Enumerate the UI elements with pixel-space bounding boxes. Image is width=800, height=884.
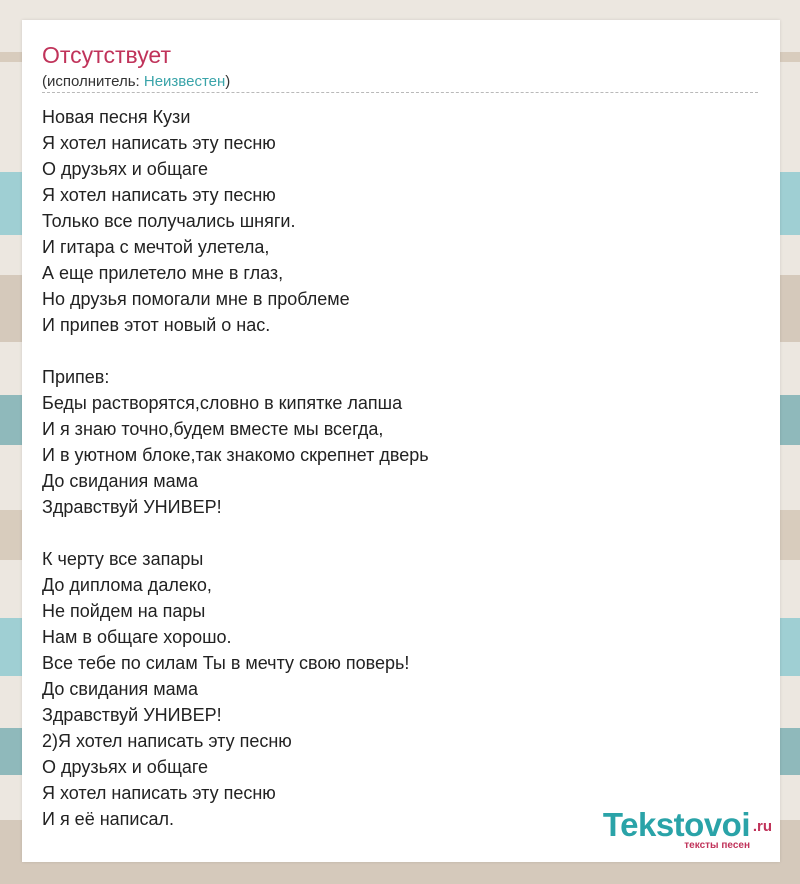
- lyric-line: До свидания мама: [42, 471, 199, 491]
- lyric-line: Беды растворятся,словно в кипятке лапша: [42, 393, 403, 413]
- lyric-line: А еще прилетело мне в глаз,: [42, 263, 284, 283]
- song-title: Отсутствует: [42, 42, 171, 68]
- brand-name: Tekstovoi: [602, 806, 750, 843]
- lyric-line: Новая песня Кузи: [42, 107, 191, 127]
- lyric-line: О друзьях и общаге: [42, 159, 209, 179]
- artist-line: [42, 73, 230, 90]
- lyrics-card: [22, 20, 780, 862]
- brand-tagline: тексты песен: [684, 840, 750, 851]
- lyric-line: И гитара с мечтой улетела,: [42, 237, 270, 257]
- lyric-line: Я хотел написать эту песню: [42, 783, 276, 803]
- lyric-line: Припев:: [42, 367, 110, 387]
- lyric-line: И я знаю точно,будем вместе мы всегда,: [42, 419, 384, 439]
- lyric-line: 2)Я хотел написать эту песню: [42, 731, 292, 751]
- artist-prefix: (исполнитель:: [42, 73, 144, 90]
- lyric-line: И припев этот новый о нас.: [42, 315, 271, 335]
- lyric-line: До диплома далеко,: [42, 575, 212, 595]
- lyric-line: Я хотел написать эту песню: [42, 133, 276, 153]
- artist-suffix: ): [225, 73, 231, 90]
- lyric-line: Здравствуй УНИВЕР!: [42, 497, 222, 517]
- lyric-line: К черту все запары: [42, 549, 204, 569]
- brand-tld: .ru: [752, 818, 772, 835]
- lyric-line: Все тебе по силам Ты в мечту свою поверь!: [42, 653, 410, 673]
- lyric-line: Нам в общаге хорошо.: [42, 627, 232, 647]
- lyric-line: И в уютном блоке,так знакомо скрепнет дверь: [42, 445, 429, 465]
- lyric-line: О друзьях и общаге: [42, 757, 209, 777]
- lyric-line: До свидания мама: [42, 679, 199, 699]
- artist-link[interactable]: Неизвестен: [143, 73, 226, 90]
- lyric-line: Но друзья помогали мне в проблеме: [42, 289, 350, 309]
- lyrics-text: [42, 104, 429, 832]
- lyric-line: Здравствуй УНИВЕР!: [42, 705, 222, 725]
- lyric-line: И я её написал.: [42, 809, 174, 829]
- lyric-line: Не пойдем на пары: [42, 601, 206, 621]
- lyric-line: Я хотел написать эту песню: [42, 185, 276, 205]
- divider: [42, 92, 758, 93]
- lyric-line: [42, 338, 429, 364]
- lyric-line: Только все получались шняги.: [42, 211, 296, 231]
- lyric-line: [42, 520, 429, 546]
- brand-logo[interactable]: [552, 806, 772, 854]
